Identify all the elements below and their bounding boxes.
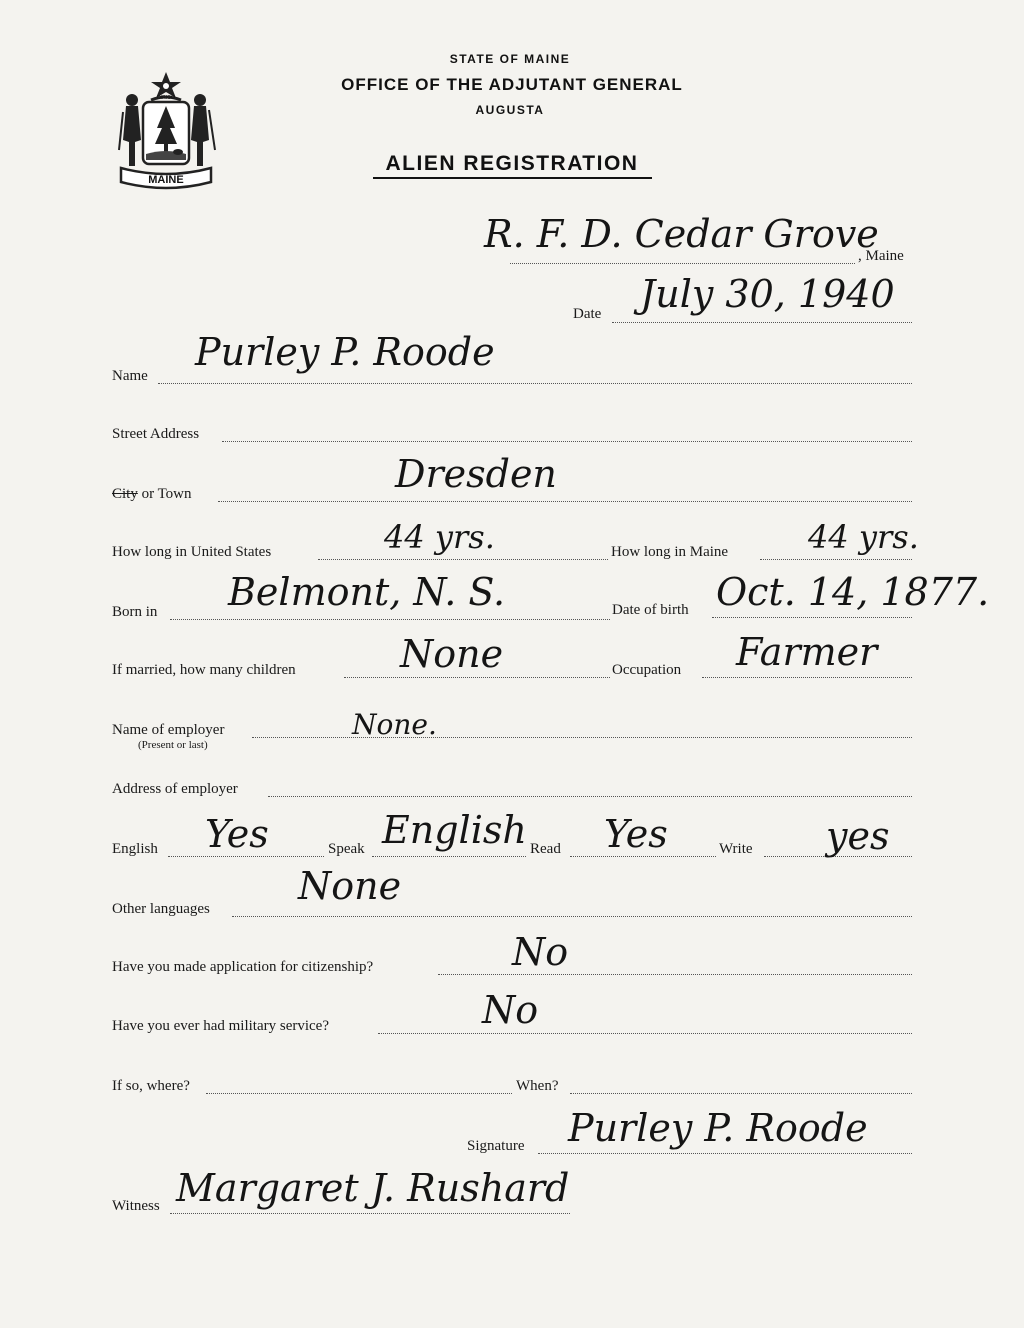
name-line: [158, 383, 912, 384]
write-label: Write: [719, 841, 753, 857]
city-label: [112, 486, 192, 503]
occupation-line: [702, 677, 912, 678]
military-line: [378, 1033, 912, 1034]
title-underline: [373, 177, 652, 179]
city-value: Dresden: [395, 452, 557, 496]
other-languages-value: None: [298, 864, 402, 908]
employer-line: [252, 737, 912, 738]
where-label: If so, where?: [112, 1078, 190, 1094]
street-address-line: [222, 441, 912, 442]
occupation-label: Occupation: [612, 662, 682, 678]
speak-label: Speak: [328, 841, 365, 857]
signature-value: Purley P. Roode: [568, 1106, 868, 1150]
other-languages-label: Other languages: [112, 901, 210, 917]
how-long-us-label: How long in United States: [112, 544, 272, 560]
employer-address-label: Address of employer: [112, 781, 238, 797]
how-long-us-line: [318, 559, 608, 560]
speak-value: English: [382, 808, 527, 852]
english-value: Yes: [205, 812, 269, 856]
born-in-label: Born in: [112, 604, 158, 620]
military-label: Have you ever had military service?: [112, 1018, 329, 1034]
office-heading: OFFICE OF THE ADJUTANT GENERAL: [341, 75, 683, 94]
read-line: [570, 856, 716, 857]
children-label: If married, how many children: [112, 662, 296, 678]
name-value: Purley P. Roode: [195, 330, 495, 374]
signature-label: Signature: [467, 1138, 525, 1154]
street-address-label: Street Address: [112, 426, 200, 442]
location-suffix: , Maine: [858, 248, 904, 264]
english-label: English: [112, 841, 158, 857]
date-of-birth-line: [712, 617, 912, 618]
when-line: [570, 1093, 912, 1094]
date-value: July 30, 1940: [640, 272, 895, 316]
svg-text:DIRIGO: DIRIGO: [157, 95, 175, 101]
children-value: None: [400, 632, 504, 676]
date-of-birth-value: Oct. 14, 1877.: [716, 570, 990, 614]
how-long-maine-line: [760, 559, 912, 560]
date-of-birth-label: Date of birth: [612, 602, 689, 618]
city-label-struck: City: [112, 486, 138, 502]
where-line: [206, 1093, 512, 1094]
date-label: Date: [573, 306, 602, 322]
how-long-us-value: 44 yrs.: [384, 518, 495, 556]
speak-line: [372, 856, 526, 857]
location-value: R. F. D. Cedar Grove: [484, 212, 879, 256]
location-line: [510, 263, 855, 264]
how-long-maine-label: How long in Maine: [611, 544, 729, 560]
witness-label: Witness: [112, 1198, 160, 1214]
city-line: [218, 501, 912, 502]
write-value: yes: [826, 814, 890, 858]
employer-address-line: [268, 796, 912, 797]
employer-value: None.: [352, 708, 437, 741]
signature-line: [538, 1153, 912, 1154]
military-value: No: [482, 988, 539, 1032]
date-line: [612, 322, 912, 323]
read-value: Yes: [604, 812, 668, 856]
form-title: ALIEN REGISTRATION: [385, 152, 639, 175]
occupation-value: Farmer: [736, 630, 878, 674]
citizenship-value: No: [512, 930, 569, 974]
other-languages-line: [232, 916, 912, 917]
city-heading: AUGUSTA: [475, 103, 545, 117]
read-label: Read: [530, 841, 561, 857]
citizenship-label: Have you made application for citizenship?: [112, 959, 374, 975]
state-heading: STATE OF MAINE: [449, 52, 571, 66]
citizenship-line: [438, 974, 912, 975]
born-in-line: [170, 619, 610, 620]
city-label-rest: or Town: [137, 486, 192, 502]
when-label: When?: [516, 1078, 559, 1094]
name-label: Name: [112, 368, 148, 384]
witness-value: Margaret J. Rushard: [176, 1166, 570, 1210]
born-in-value: Belmont, N. S.: [228, 570, 506, 614]
english-line: [168, 856, 324, 857]
employer-label: Name of employer: [112, 722, 225, 738]
employer-sublabel: (Present or last): [138, 739, 208, 751]
svg-text:MAINE: MAINE: [148, 174, 184, 186]
witness-line: [170, 1213, 570, 1214]
children-line: [344, 677, 610, 678]
how-long-maine-value: 44 yrs.: [808, 518, 919, 556]
